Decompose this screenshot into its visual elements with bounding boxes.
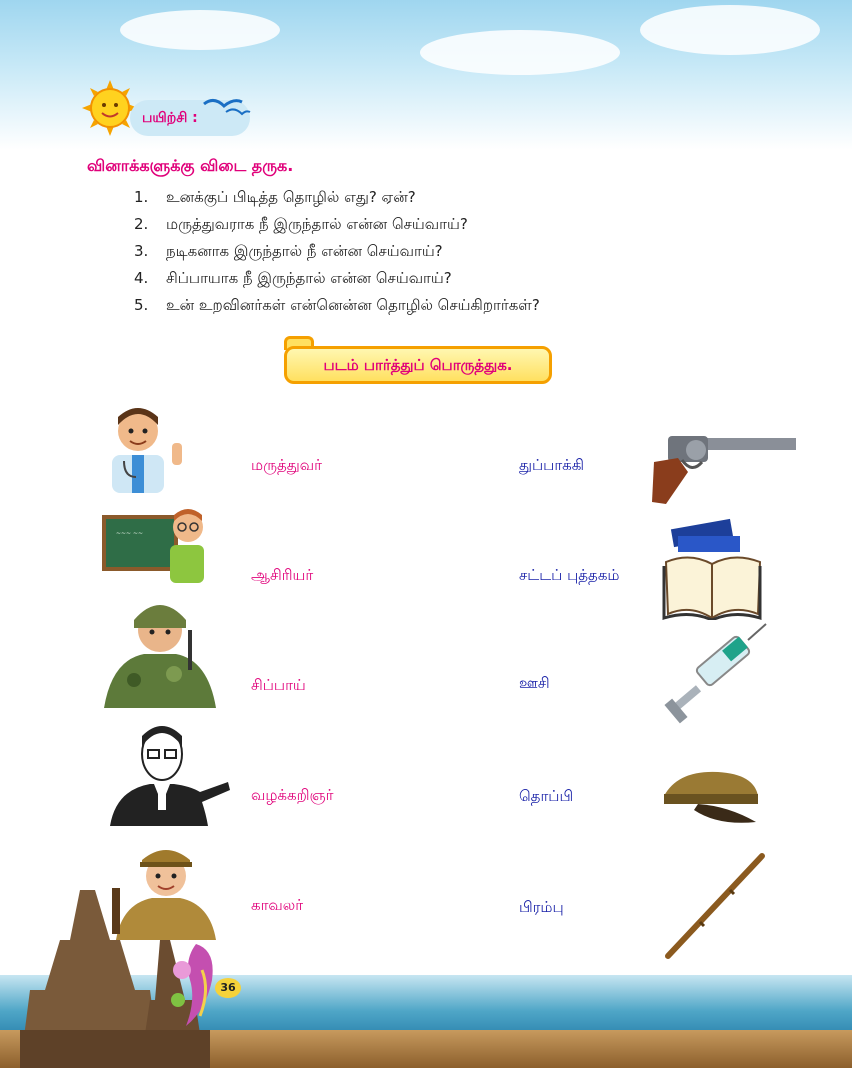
question-text: நடிகனாக இருந்தால் நீ என்ன செய்வாய்?	[166, 242, 443, 260]
lawyer-picture	[90, 720, 232, 826]
occupation-lawyer: வழக்கறிஞர்	[251, 786, 334, 804]
gun-picture	[648, 432, 798, 506]
questions-heading: வினாக்களுக்கு விடை தருக.	[87, 156, 294, 175]
soldier-picture	[104, 590, 216, 708]
question-number: 2.	[134, 215, 149, 233]
cloud-decoration	[640, 5, 820, 55]
syringe-picture	[662, 622, 768, 726]
occupation-soldier: சிப்பாய்	[251, 676, 306, 694]
question-text: உன் உறவினர்கள் என்னென்ன தொழில் செய்கிறார்கள்?	[166, 296, 540, 314]
question-number: 1.	[134, 188, 149, 206]
list-item	[134, 242, 540, 269]
occupation-police: காவலர்	[251, 896, 304, 914]
question-list	[134, 188, 540, 323]
match-heading: படம் பார்த்துப் பொருத்துக.	[323, 356, 513, 374]
teacher-picture	[102, 503, 206, 583]
cloud-decoration	[120, 10, 280, 50]
doctor-picture	[106, 405, 188, 493]
occupation-teacher: ஆசிரியர்	[251, 566, 314, 584]
list-item	[134, 269, 540, 296]
list-item	[134, 188, 540, 215]
question-text: உனக்குப் பிடித்த தொழில் எது? ஏன்?	[166, 188, 416, 206]
question-number: 5.	[134, 296, 149, 314]
police-picture	[112, 838, 218, 940]
page-number: 36	[215, 978, 241, 998]
svg-text:~~~ ~~: ~~~ ~~	[116, 530, 144, 537]
object-law-book: சட்டப் புத்தகம்	[519, 566, 620, 584]
cloud-decoration	[420, 30, 620, 75]
question-text: சிப்பாயாக நீ இருந்தால் என்ன செய்வாய்?	[166, 269, 452, 287]
sun-icon	[82, 80, 138, 136]
object-cap: தொப்பி	[519, 787, 574, 805]
list-item	[134, 296, 540, 323]
object-cane: பிரம்பு	[519, 898, 564, 916]
question-text: மருத்துவராக நீ இருந்தால் என்ன செய்வாய்?	[166, 215, 468, 233]
object-gun: துப்பாக்கி	[519, 456, 585, 474]
cap-picture	[658, 766, 762, 828]
object-syringe: ஊசி	[519, 674, 550, 692]
bird-icon	[202, 96, 252, 122]
book-picture	[662, 514, 762, 620]
flower-lady-decoration	[166, 940, 222, 1030]
question-number: 3.	[134, 242, 149, 260]
exercise-label: பயிற்சி :	[142, 110, 198, 126]
occupation-doctor: மருத்துவர்	[251, 456, 322, 474]
list-item	[134, 215, 540, 242]
cane-picture	[662, 852, 766, 960]
question-number: 4.	[134, 269, 149, 287]
